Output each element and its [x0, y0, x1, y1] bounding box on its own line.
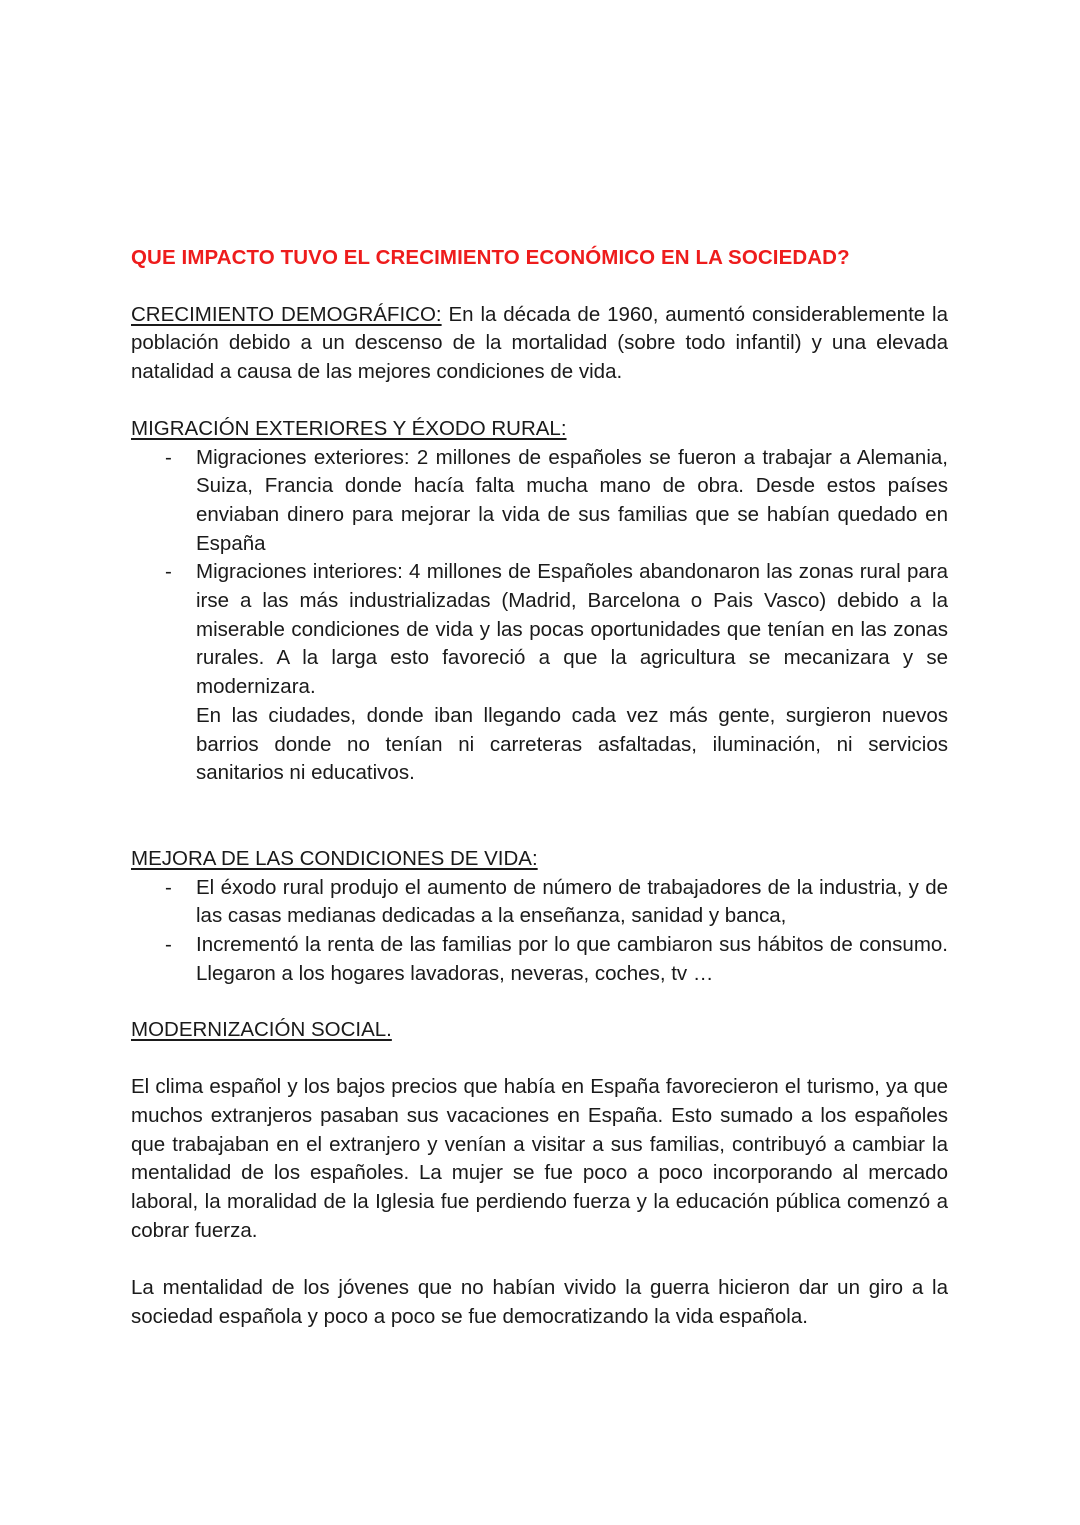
list-item-text: Migraciones exteriores: 2 millones de españoles se fueron a trabajar a Alemania, Suiza, Francia donde hacía falta mucha mano de obra. Desde estos países enviaban dinero para mejorar la vida de sus familias que se habían quedado en España — [196, 445, 948, 555]
list-item — [131, 874, 948, 931]
list-item — [131, 444, 948, 559]
section-social-paragraph-1: El clima español y los bajos precios que había en España favorecieron el turismo, ya que muchos extranjeros pasaban sus vacaciones en España. Esto sumado a los españoles que trabajaban en el extranjero y venían a visitar a sus familias, contribuyó a cambiar la mentalidad de los españoles. La mujer se fue poco a poco incorporando al mercado laboral, la moralidad de la Iglesia fue perdiendo fuerza y la educación pública comenzó a cobrar fuerza. — [131, 1075, 948, 1242]
dash-bullet: - — [165, 445, 172, 469]
dash-bullet: - — [165, 875, 172, 899]
page-title: QUE IMPACTO TUVO EL CRECIMIENTO ECONÓMICO EN LA SOCIEDAD? — [131, 246, 850, 269]
section-social-modernization — [131, 1016, 948, 1331]
section-living-conditions-heading: MEJORA DE LAS CONDICIONES DE VIDA: — [131, 846, 538, 870]
list-item-text: Migraciones interiores: 4 millones de Españoles abandonaron las zonas rural para irse a las más industrializadas (Madrid, Barcelona o Pais Vasco) debido a la miserable condiciones de vida y las pocas oportunidades que tenían en las zonas rurales. A la larga esto favoreció a que la agricultura se mecanizara y se modernizara. — [196, 560, 948, 699]
section-migration-list — [131, 444, 948, 702]
list-item — [131, 931, 948, 988]
section-migration-extra: En las ciudades, donde iban llegando cada vez más gente, surgieron nuevos barrios donde no tenían ni carreteras asfaltadas, iluminación, ni servicios sanitarios ni educativos. — [196, 703, 948, 785]
document-page — [131, 244, 948, 1332]
dash-bullet: - — [165, 933, 172, 957]
section-demographic — [131, 301, 948, 387]
section-social-modernization-heading: MODERNIZACIÓN SOCIAL. — [131, 1018, 392, 1042]
section-living-conditions — [131, 845, 948, 989]
section-social-paragraph-2: La mentalidad de los jóvenes que no habían vivido la guerra hicieron dar un giro a la sociedad española y poco a poco se fue democratizando la vida española. — [131, 1276, 948, 1329]
dash-bullet: - — [165, 560, 172, 584]
section-demographic-heading: CRECIMIENTO DEMOGRÁFICO: — [131, 302, 442, 326]
list-item-text: El éxodo rural produjo el aumento de número de trabajadores de la industria, y de las casas medianas dedicadas a la enseñanza, sanidad y banca, — [196, 875, 948, 928]
section-migration-heading: MIGRACIÓN EXTERIORES Y ÉXODO RURAL: — [131, 416, 567, 440]
section-migration — [131, 415, 948, 788]
section-demographic-text: En la década de 1960, aumentó considerablemente la población debido a un descenso de la mortalidad (sobre todo infantil) y una elevada natalidad a causa de las mejores condiciones de vida. — [131, 302, 949, 384]
list-item — [131, 558, 948, 702]
list-item-text: Incrementó la renta de las familias por lo que cambiaron sus hábitos de consumo. Llegaron a los hogares lavadoras, neveras, coches, tv … — [196, 933, 948, 985]
section-living-conditions-list — [131, 874, 948, 989]
